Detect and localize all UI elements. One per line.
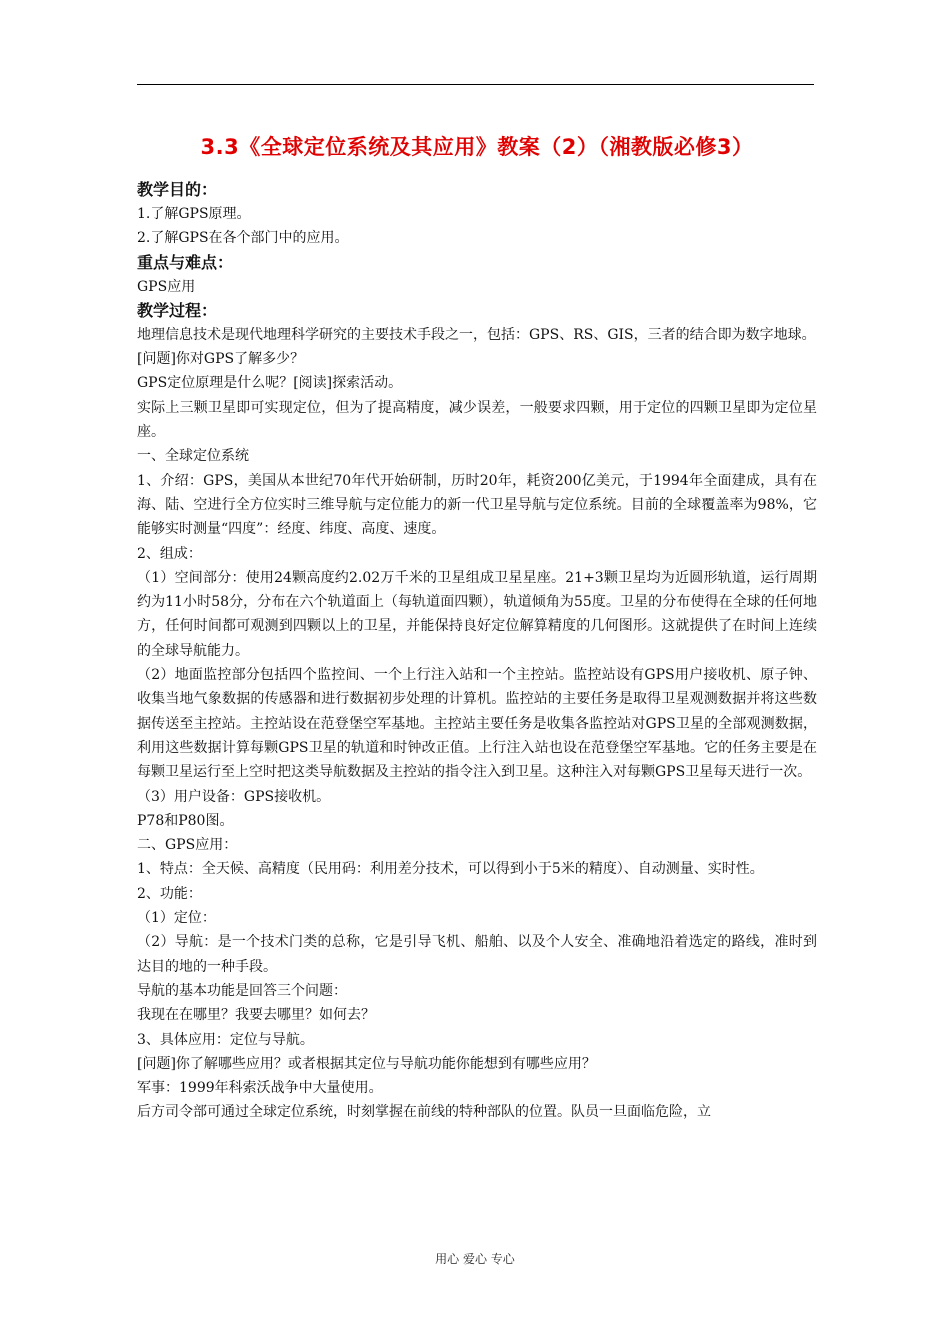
paragraph: 后方司令部可通过全球定位系统，时刻掌握在前线的特种部队的位置。队员一旦面临危险，立: [137, 1104, 711, 1121]
section-heading: 教学过程：: [137, 300, 218, 320]
header-rule: [137, 84, 814, 85]
paragraph: （1）空间部分：使用24颗高度约2.02万千米的卫星组成卫星星座。21+3颗卫星均为近圆形轨道，运行周期约为11小时58分，分布在六个轨道面上（每轨道面四颗），轨道倾角为55度。卫星的分布使得在全球的任何地方，任何时间都可观测到四颗以上的卫星，并能保持良好定位解算精度的几何图形。这就提供了在时间上连续的全球导航能力。: [137, 569, 817, 659]
paragraph: 1、介绍：GPS，美国从本世纪70年代开始研制，历时20年，耗资200亿美元，于1994年全面建成，具有在海、陆、空进行全方位实时三维导航与定位能力的新一代卫星导航与定位系统。目前的全球覆盖率为98%，它能够实时测量“四度”：经度、纬度、高度、速度。: [137, 472, 817, 538]
paragraph: GPS应用: [137, 278, 196, 295]
paragraph: 1、特点：全天候、高精度（民用码：利用差分技术，可以得到小于5米的精度）、自动测量、实时性。: [137, 861, 764, 878]
paragraph: GPS定位原理是什么呢？[阅读]探索活动。: [137, 375, 403, 392]
paragraph: 一、全球定位系统: [137, 448, 249, 465]
paragraph: 我现在在哪里？我要去哪里？如何去？: [137, 1007, 375, 1024]
document-body: [137, 130, 817, 1125]
section-heading: 重点与难点：: [137, 252, 234, 272]
paragraph: 1.了解GPS原理。: [137, 206, 251, 222]
document-title: 3.3《全球定位系统及其应用》教案（2）（湘教版必修3）: [200, 135, 754, 159]
paragraph: 二、GPS应用：: [137, 837, 238, 854]
paragraph: （2）导航：是一个技术门类的总称，它是引导飞机、船舶、以及个人安全、准确地沿着选定的路线，准时到达目的地的一种手段。: [137, 934, 817, 975]
paragraph: 导航的基本功能是回答三个问题：: [137, 982, 347, 999]
paragraph: （1）定位：: [137, 910, 216, 927]
paragraph: 2、组成：: [137, 545, 202, 562]
paragraph: [问题]你对GPS了解多少？: [137, 351, 305, 368]
paragraph: 实际上三颗卫星即可实现定位，但为了提高精度，减少误差，一般要求四颗，用于定位的四颗卫星即为定位星座。: [137, 399, 817, 441]
paragraph: （3）用户设备：GPS接收机。: [137, 788, 331, 805]
paragraph: 军事：1999年科索沃战争中大量使用。: [137, 1080, 383, 1097]
paragraph: 2、功能：: [137, 885, 202, 902]
paragraph: 地理信息技术是现代地理科学研究的主要技术手段之一，包括：GPS、RS、GIS，三者的结合即为数字地球。: [137, 326, 816, 343]
paragraph: 2.了解GPS在各个部门中的应用。: [137, 230, 349, 247]
page-footer: 用心 爱心 专心: [435, 1252, 515, 1266]
paragraph: [问题]你了解哪些应用？或者根据其定位与导航功能你能想到有哪些应用？: [137, 1055, 596, 1072]
paragraph: 3、具体应用：定位与导航。: [137, 1031, 314, 1048]
content: [137, 178, 817, 1125]
paragraph: （2）地面监控部分包括四个监控间、一个上行注入站和一个主控站。监控站设有GPS用户接收机、原子钟、收集当地气象数据的传感器和进行数据初步处理的计算机。监控站的主要任务是取得卫星观测数据并将这些数据传送至主控站。主控站设在范登堡空军基地。主控站主要任务是收集各监控站对GPS卫星的全部观测数据，利用这些数据计算每颗GPS卫星的轨道和时钟改正值。上行注入站也设在范登堡空军基地。它的任务主要是在每颗卫星运行至上空时把这类导航数据及主控站的指令注入到卫星。这种注入对每颗GPS卫星每天进行一次。: [137, 667, 817, 781]
section-heading: 教学目的：: [137, 180, 218, 199]
paragraph: P78和P80图。: [137, 812, 234, 829]
